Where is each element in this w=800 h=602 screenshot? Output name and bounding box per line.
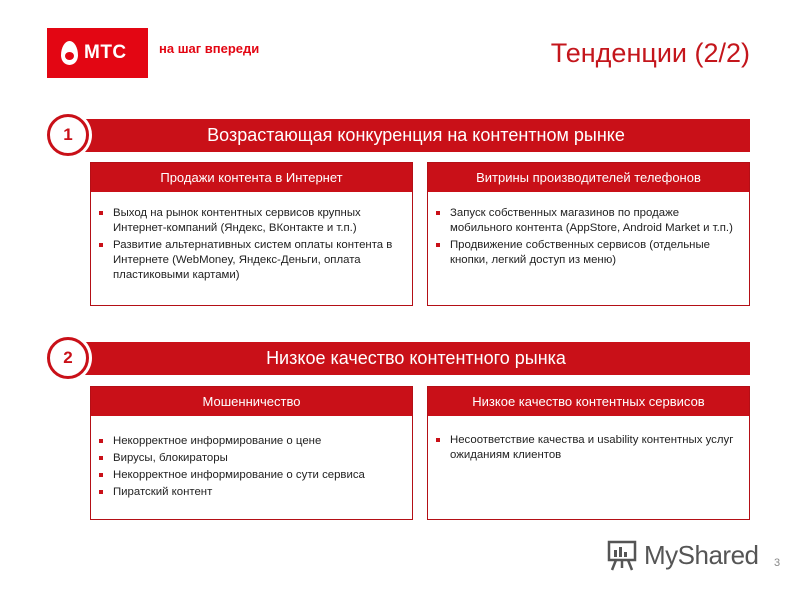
- page-title: Тенденции (2/2): [550, 38, 750, 68]
- watermark-text: MyShared: [644, 539, 759, 570]
- list-item: Выход на рынок контентных сервисов крупных Интернет-компаний (Яндекс, ВКонтакте и т.п.): [113, 206, 398, 236]
- list-item: Некорректное информирование о цене: [113, 434, 398, 449]
- section-2-number: 2: [47, 337, 89, 379]
- slogan: на шаг впереди: [159, 41, 260, 56]
- list-item: Продвижение собственных сервисов (отдельные кнопки, легкий доступ из меню): [450, 238, 735, 268]
- card-body: [91, 192, 412, 283]
- section-1-bar: Возрастающая конкуренция на контентном рынке: [62, 119, 750, 152]
- list-item: Несоответствие качества и usability контентных услуг ожиданиям клиентов: [450, 434, 734, 461]
- card-body: [428, 416, 749, 463]
- card-body: [428, 192, 749, 268]
- list-item: Запуск собственных магазинов по продаже мобильного контента (AppStore, Android Market и т.п.): [450, 206, 735, 236]
- list-item: Вирусы, блокираторы: [113, 451, 398, 466]
- section-1-number: 1: [47, 114, 89, 156]
- mts-egg-icon: [61, 41, 78, 65]
- logo-text: МТС: [84, 42, 127, 63]
- card-header: Низкое качество контентных сервисов: [428, 387, 749, 416]
- section-2-bar: Низкое качество контентного рынка: [62, 342, 750, 375]
- card-content-sales: [90, 162, 413, 306]
- mts-logo: [47, 28, 148, 78]
- page-number: 3: [774, 557, 781, 569]
- list-item: Пиратский контент: [113, 485, 398, 500]
- presentation-board-icon: [606, 538, 640, 572]
- list-item: Развитие альтернативных систем оплаты контента в Интернете (WebMoney, Яндекс-Деньги, оплата пластиковыми картами): [113, 238, 398, 283]
- list-item: Некорректное информирование о сути сервиса: [113, 468, 398, 483]
- card-phone-vendors: [427, 162, 750, 306]
- card-low-quality: [427, 386, 750, 520]
- card-header: Продажи контента в Интернет: [91, 163, 412, 192]
- card-header: Мошенничество: [91, 387, 412, 416]
- card-header: Витрины производителей телефонов: [428, 163, 749, 192]
- myshared-watermark: [606, 538, 759, 572]
- card-fraud: [90, 386, 413, 520]
- card-body: [91, 416, 412, 500]
